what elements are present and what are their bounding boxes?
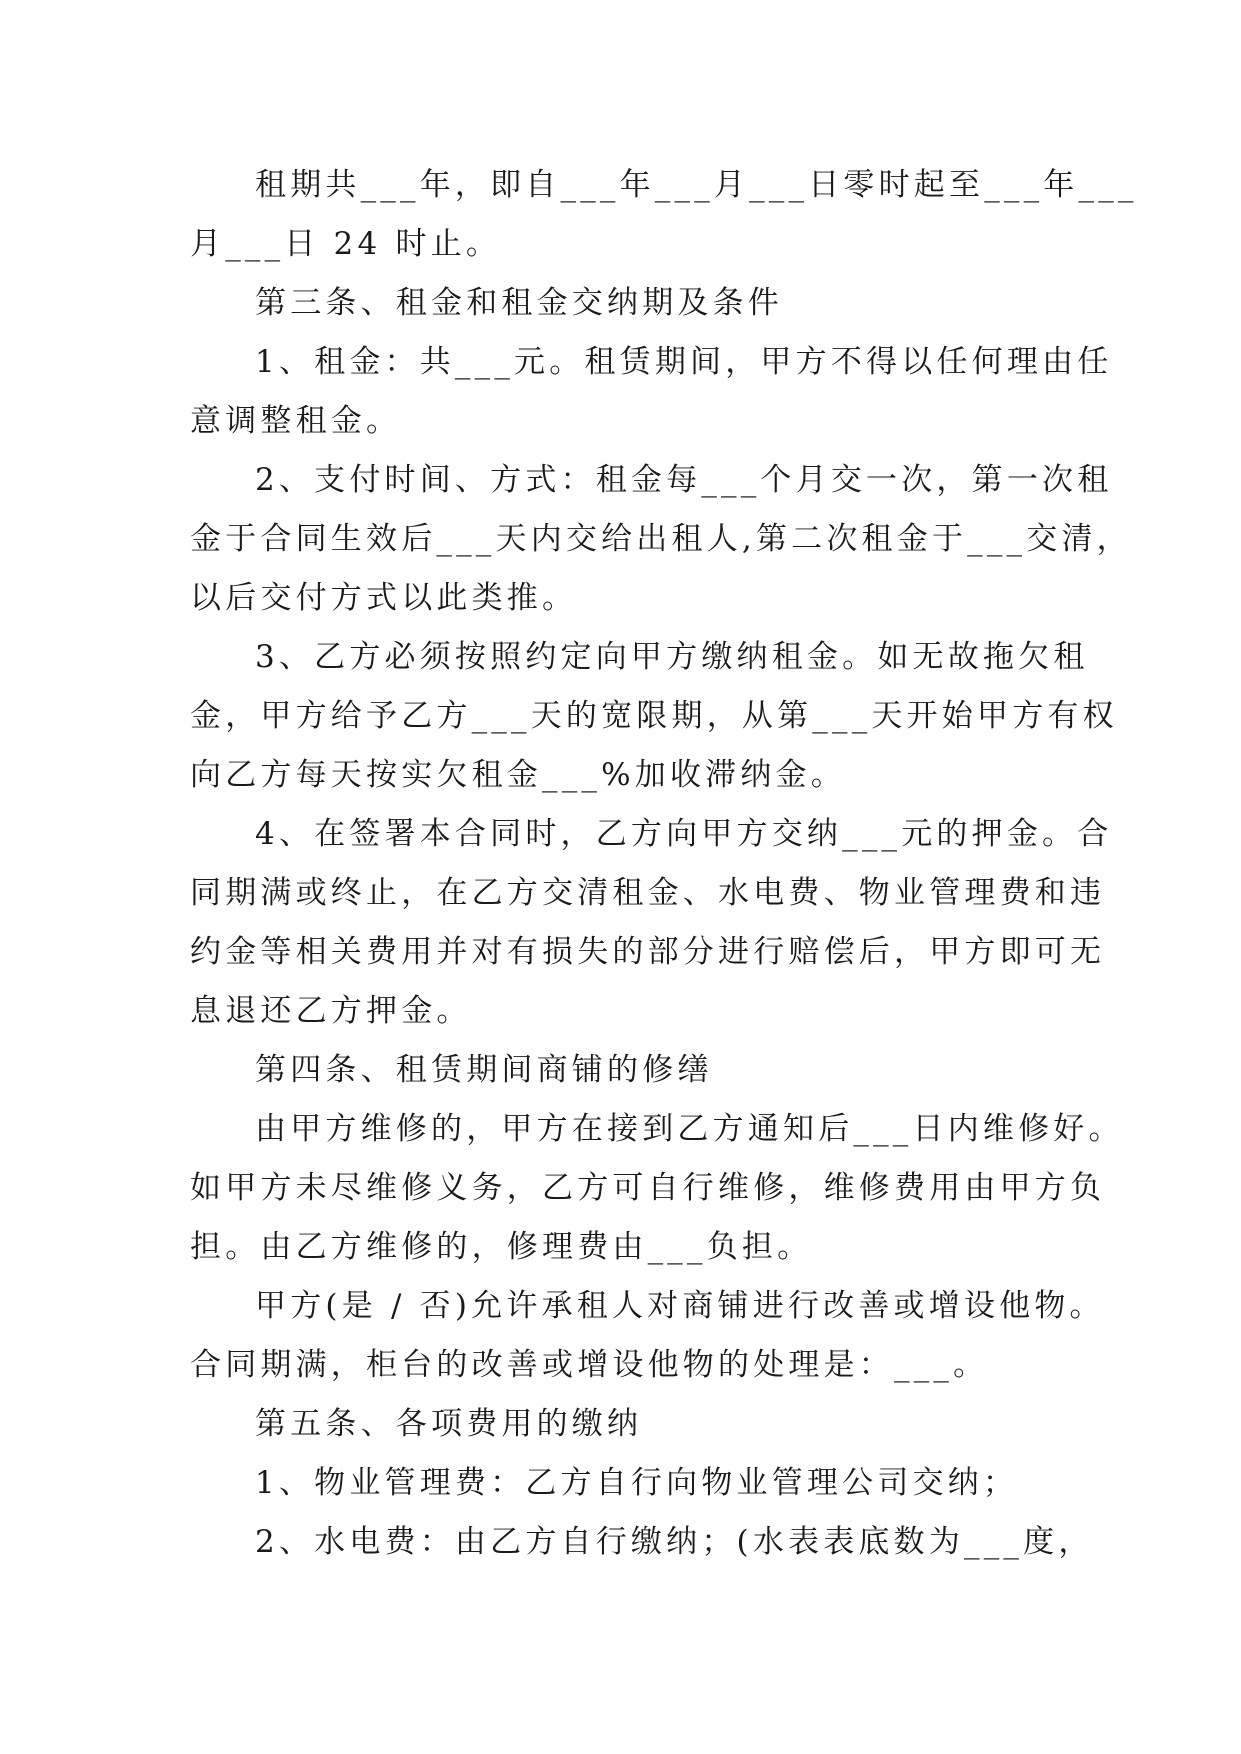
text-line: 同期满或终止，在乙方交清租金、水电费、物业管理费和违 — [190, 875, 1106, 911]
text-line: 息退还乙方押金。 — [190, 993, 472, 1029]
text-line: 金于合同生效后___天内交给出租人,第二次租金于___交清， — [190, 521, 1132, 557]
text-line: 由甲方维修的，甲方在接到乙方通知后___日内维修好。 — [255, 1111, 1124, 1147]
text-line: 甲方(是 / 否)允许承租人对商铺进行改善或增设他物。 — [255, 1288, 1105, 1324]
text-line: 4、在签署本合同时，乙方向甲方交纳___元的押金。合 — [255, 816, 1113, 852]
text-line: 1、物业管理费：乙方自行向物业管理公司交纳； — [255, 1465, 1019, 1501]
text-line: 金，甲方给予乙方___天的宽限期，从第___天开始甲方有权 — [190, 698, 1118, 734]
text-line: 意调整租金。 — [190, 403, 402, 439]
text-line: 3、乙方必须按照约定向甲方缴纳租金。如无故拖欠租 — [255, 639, 1089, 675]
text-line: 月___日 24 时止。 — [190, 226, 502, 262]
text-line: 约金等相关费用并对有损失的部分进行赔偿后，甲方即可无 — [190, 934, 1106, 970]
text-line: 2、水电费：由乙方自行缴纳；(水表表底数为___度， — [255, 1524, 1094, 1560]
text-line: 担。由乙方维修的，修理费由___负担。 — [190, 1229, 813, 1265]
section-heading: 第四条、租赁期间商铺的修缮 — [255, 1052, 713, 1088]
text-line: 合同期满，柜台的改善或增设他物的处理是：___。 — [190, 1347, 989, 1383]
section-heading: 第三条、租金和租金交纳期及条件 — [255, 285, 783, 321]
text-line: 如甲方未尽维修义务，乙方可自行维修，维修费用由甲方负 — [190, 1170, 1106, 1206]
text-line: 租期共___年，即自___年___月___日零时起至___年___ — [255, 167, 1138, 203]
text-line: 向乙方每天按实欠租金___%加收滞纳金。 — [190, 757, 846, 793]
text-line: 以后交付方式以此类推。 — [190, 580, 578, 616]
section-heading: 第五条、各项费用的缴纳 — [255, 1406, 643, 1442]
text-line: 2、支付时间、方式：租金每___个月交一次，第一次租 — [255, 462, 1113, 498]
text-line: 1、租金：共___元。租赁期间，甲方不得以任何理由任 — [255, 344, 1113, 380]
